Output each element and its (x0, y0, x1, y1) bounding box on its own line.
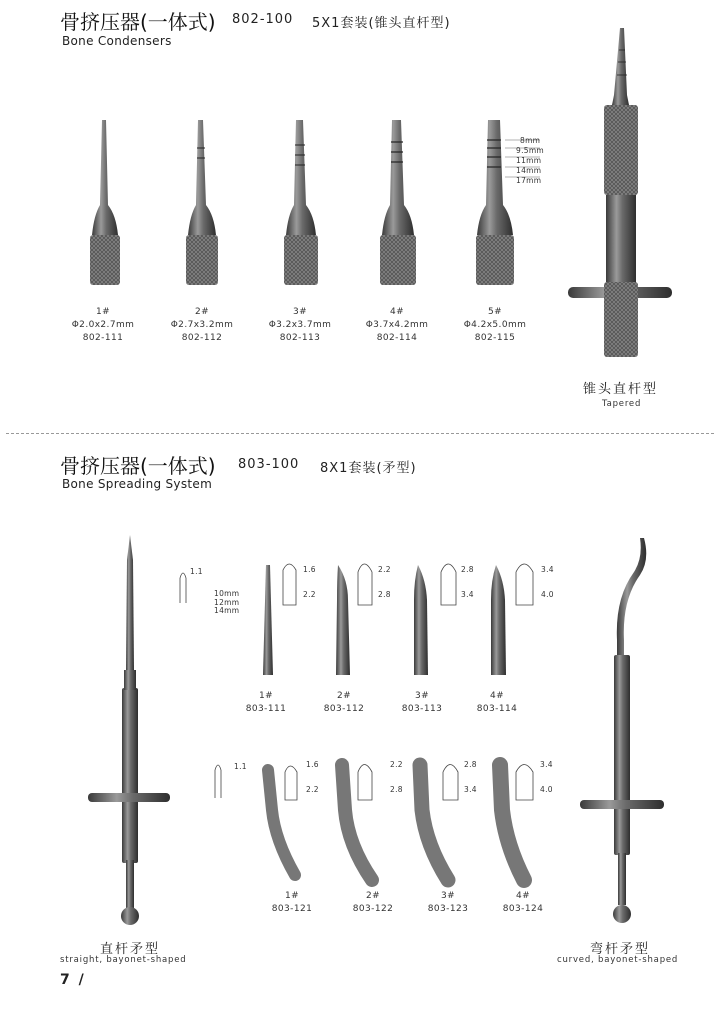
r1-1-d1: 1.6 (303, 565, 316, 574)
section2-set: 8X1套装(矛型) (320, 461, 417, 476)
spreader-r2-4-code: 803-124 (502, 904, 544, 914)
depth-mark-10: 10mm (214, 589, 240, 598)
spreader-r1-4-code: 803-114 (476, 704, 518, 714)
condenser-5-code: 802-115 (474, 333, 516, 343)
condenser-3-num: 3# (292, 307, 308, 317)
r2-1-d2: 2.2 (306, 785, 319, 794)
straight-t-handle (88, 535, 170, 925)
spreader-r2-1-num: 1# (284, 891, 300, 901)
spreader-r2-2-code: 803-122 (352, 904, 394, 914)
condenser-5-num: 5# (487, 307, 503, 317)
spreader-r1-3-num: 3# (414, 691, 430, 701)
spreader-r2-4-num: 4# (515, 891, 531, 901)
r1-3-d2: 3.4 (461, 590, 474, 599)
spreader-r2-1-code: 803-121 (271, 904, 313, 914)
spreader-r2-3-label (418, 890, 478, 916)
depth-mark-17: 17mm (516, 176, 542, 185)
depth-mark-11: 11mm (516, 156, 542, 165)
spreader-r1-2-num: 2# (336, 691, 352, 701)
r1-4-d1: 3.4 (541, 565, 554, 574)
r1-4-d2: 4.0 (541, 590, 554, 599)
section1-set: 5X1套装(锥头直杆型) (312, 16, 451, 31)
r1-1-d2: 2.2 (303, 590, 316, 599)
section2-title-cn: 骨挤压器(一体式) (60, 454, 216, 478)
spreader-r1-2-label (314, 690, 374, 716)
spreader-row2 (268, 765, 524, 880)
r1-2-d2: 2.8 (378, 590, 391, 599)
condenser-5-size: Φ4.2x5.0mm (463, 320, 527, 330)
depth-mark-14: 14mm (516, 166, 542, 175)
section1-title-en: Bone Condensers (62, 34, 172, 48)
r2-3-d2: 3.4 (464, 785, 477, 794)
condenser-4-num: 4# (389, 307, 405, 317)
spreader-r1-3-code: 803-113 (401, 704, 443, 714)
spreader-r1-1-code: 803-111 (245, 704, 287, 714)
spreader-r1-2-code: 803-112 (323, 704, 365, 714)
row2-tip-width: 1.1 (234, 762, 247, 771)
condenser-1-size: Φ2.0x2.7mm (71, 320, 135, 330)
r1-3-d1: 2.8 (461, 565, 474, 574)
page-number: 7 / (60, 972, 86, 988)
condenser-2-size: Φ2.7x3.2mm (170, 320, 234, 330)
spreader-r1-4-label (467, 690, 527, 716)
condenser-2-code: 802-112 (181, 333, 223, 343)
spreader-r1-1-label (236, 690, 296, 716)
r2-4-d1: 3.4 (540, 760, 553, 769)
condenser-4-code: 802-114 (376, 333, 418, 343)
r2-2-d1: 2.2 (390, 760, 403, 769)
spreader-r2-2-label (343, 890, 403, 916)
spreader-r1-3-label (392, 690, 452, 716)
depth-mark-14b: 14mm (214, 606, 240, 615)
depth-mark-12: 12mm (214, 597, 240, 607)
section2-title-en: Bone Spreading System (62, 477, 213, 491)
spreader-r1-4-num: 4# (489, 691, 505, 701)
r2-1-d1: 1.6 (306, 760, 319, 769)
condenser-4-size: Φ3.7x4.2mm (365, 320, 429, 330)
curved-caption-en: curved, bayonet-shaped (557, 955, 679, 965)
condenser-2-num: 2# (194, 307, 210, 317)
tapered-caption-cn: 锥头直杆型 (583, 382, 659, 397)
row1-depth-marks (214, 590, 239, 616)
spreader-r2-4-label (493, 890, 553, 916)
condenser-1-num: 1# (95, 307, 111, 317)
condenser-3-code: 802-113 (279, 333, 321, 343)
r2-4-d2: 4.0 (540, 785, 553, 794)
section2-code: 803-100 (238, 457, 300, 472)
section1-title-cn: 骨挤压器(一体式) (60, 10, 216, 34)
spreader-r2-2-num: 2# (365, 891, 381, 901)
condenser-1-code: 802-111 (82, 333, 124, 343)
curved-caption-cn: 弯杆矛型 (590, 942, 651, 957)
depth-mark-9-5: 9.5mm (516, 146, 545, 155)
straight-caption-en: straight, bayonet-shaped (60, 955, 187, 965)
r2-2-d2: 2.8 (390, 785, 403, 794)
straight-caption-cn: 直杆矛型 (100, 942, 161, 957)
condenser-3-size: Φ3.2x3.7mm (268, 320, 332, 330)
r2-3-d1: 2.8 (464, 760, 477, 769)
row1-tip-width: 1.1 (190, 567, 203, 576)
spreader-r2-3-code: 803-123 (427, 904, 469, 914)
curved-t-handle (580, 538, 664, 923)
spreader-r2-3-num: 3# (440, 891, 456, 901)
depth-mark-8: 8mm (520, 136, 541, 145)
spreader-row1 (263, 565, 506, 675)
section1-code: 802-100 (232, 12, 294, 27)
r1-2-d1: 2.2 (378, 565, 391, 574)
spreader-r2-1-label (262, 890, 322, 916)
spreader-r1-1-num: 1# (258, 691, 274, 701)
tapered-caption-en: Tapered (602, 399, 642, 409)
